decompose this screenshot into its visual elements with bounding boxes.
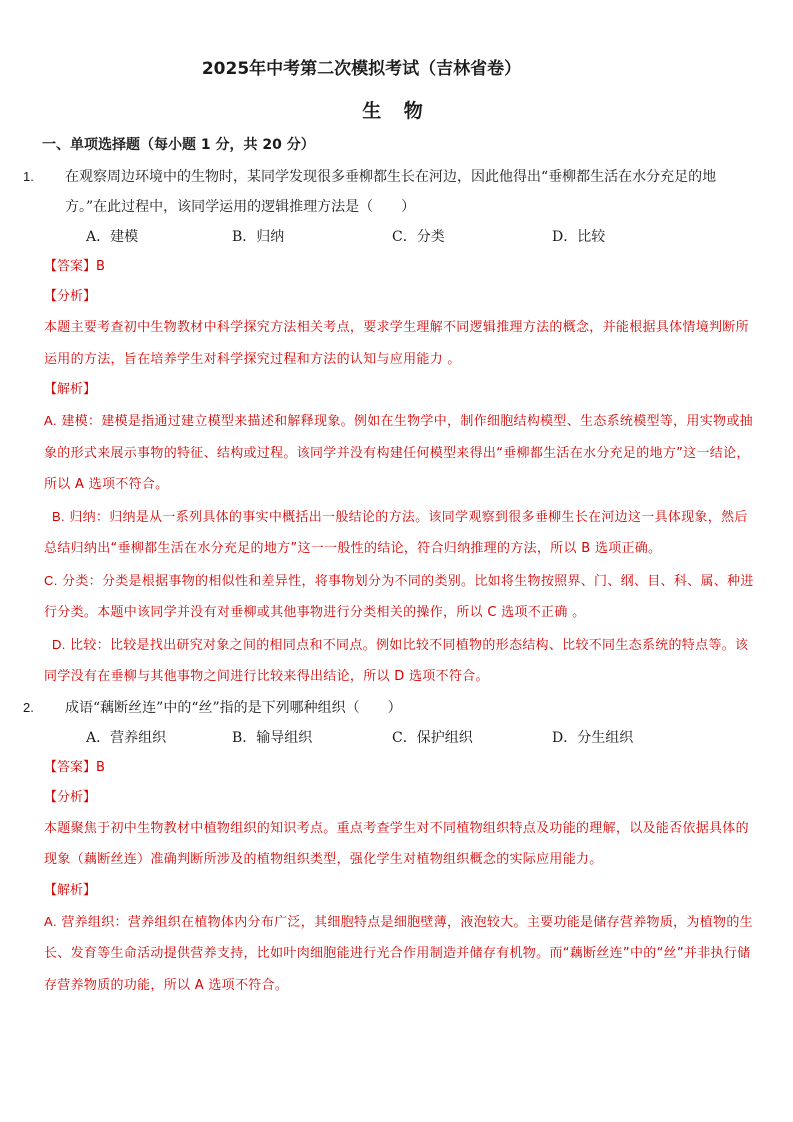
answer-line: 【答案】B (44, 259, 105, 274)
option-a: A．营养组织 (86, 729, 167, 746)
explain-tag: 【解析】 (44, 382, 97, 397)
explanation-a: A. 建模：建模是指通过建立模型来描述和解释现象。例如在生物学中，制作细胞结构模型、生态系统模型等，用实物或抽象的形式来展示事物的特征、结构或过程。该同学并没有构建任何模型来得出“垂柳都生活在水分充足的地方”这一结论，所以 A 选项不符合。 (44, 413, 753, 492)
explanation-c: C. 分类：分类是根据事物的相似性和差异性，将事物划分为不同的类别。比如将生物按照界、门、纲、目、科、属、种进行分类。本题中该同学并没有对垂柳或其他事物进行分类相关的操作，所以 C 选项不正确 。 (44, 572, 754, 620)
analysis-text: 本题主要考查初中生物教材中科学探究方法相关考点，要求学生理解不同逻辑推理方法的概念，并能根据具体情境判断所运用的方法，旨在培养学生对科学探究过程和方法的认知与应用能力 。 (44, 320, 749, 367)
option-a: A．建模 (86, 229, 139, 245)
exam-title: 2025年中考第二次模拟考试（吉林省卷） (201, 59, 522, 79)
question-2 (23, 693, 756, 1002)
question-number: 1. (23, 169, 34, 184)
section-heading: 一、单项选择题（每小题 1 分，共 20 分） (42, 137, 315, 153)
option-d: D．分生组织 (552, 729, 634, 746)
options-row (44, 222, 756, 252)
explanation-a: A. 营养组织：营养组织在植物体内分布广泛，其细胞特点是细胞壁薄，液泡较大。主要功能是储存营养物质，为植物的生长、发育等生命活动提供营养支持，比如叶肉细胞能进行光合作用制造并储存有机物。而“藕断丝连”中的“丝”并非执行储存营养物质的功能，所以 A 选项不符合。 (44, 913, 753, 993)
question-number: 2. (23, 699, 34, 715)
question-1 (23, 162, 756, 693)
analysis-tag: 【分析】 (44, 789, 97, 805)
explanation-b: B. 归纳：归纳是从一系列具体的事实中概括出一般结论的方法。该同学观察到很多垂柳生长在河边这一具体现象，然后总结归纳出“垂柳都生活在水分充足的地方”这一一般性的结论，符合归纳推理的方法，所以 B 选项正确。 (44, 508, 748, 556)
option-c: C．保护组织 (392, 729, 473, 746)
options-row (44, 723, 756, 753)
option-b: B．输导组织 (232, 729, 313, 746)
analysis-tag: 【分析】 (44, 289, 97, 304)
option-c: C．分类 (392, 229, 445, 245)
answer-value: B (96, 759, 105, 775)
answer-value: B (96, 259, 105, 274)
option-d: D．比较 (552, 229, 606, 245)
answer-line: 【答案】B (44, 759, 105, 775)
option-b: B．归纳 (232, 229, 285, 245)
questions-content (23, 162, 756, 1001)
subject-title: 生 物 (362, 100, 431, 122)
explain-tag: 【解析】 (44, 882, 97, 898)
question-stem: 1. 在观察周边环境中的生物时，某同学发现很多垂柳都生长在河边，因此他得出“垂柳都生活在水分充足的地方。”在此过程中，该同学运用的逻辑推理方法是（ ） (44, 162, 756, 222)
question-stem: 2. 成语“藕断丝连”中的“丝”指的是下列哪种组织（ ） (44, 693, 756, 723)
analysis-text: 本题聚焦于初中生物教材中植物组织的知识考点。重点考查学生对不同植物组织特点及功能的理解，以及能否依据具体的现象（藕断丝连）准确判断所涉及的植物组织类型，强化学生对植物组织概念的实际应用能力。 (44, 820, 749, 867)
explanation-d: D. 比较：比较是找出研究对象之间的相同点和不同点。例如比较不同植物的形态结构、比较不同生态系统的特点等。该同学没有在垂柳与其他事物之间进行比较来得出结论，所以 D 选项不符合。 (44, 636, 749, 684)
